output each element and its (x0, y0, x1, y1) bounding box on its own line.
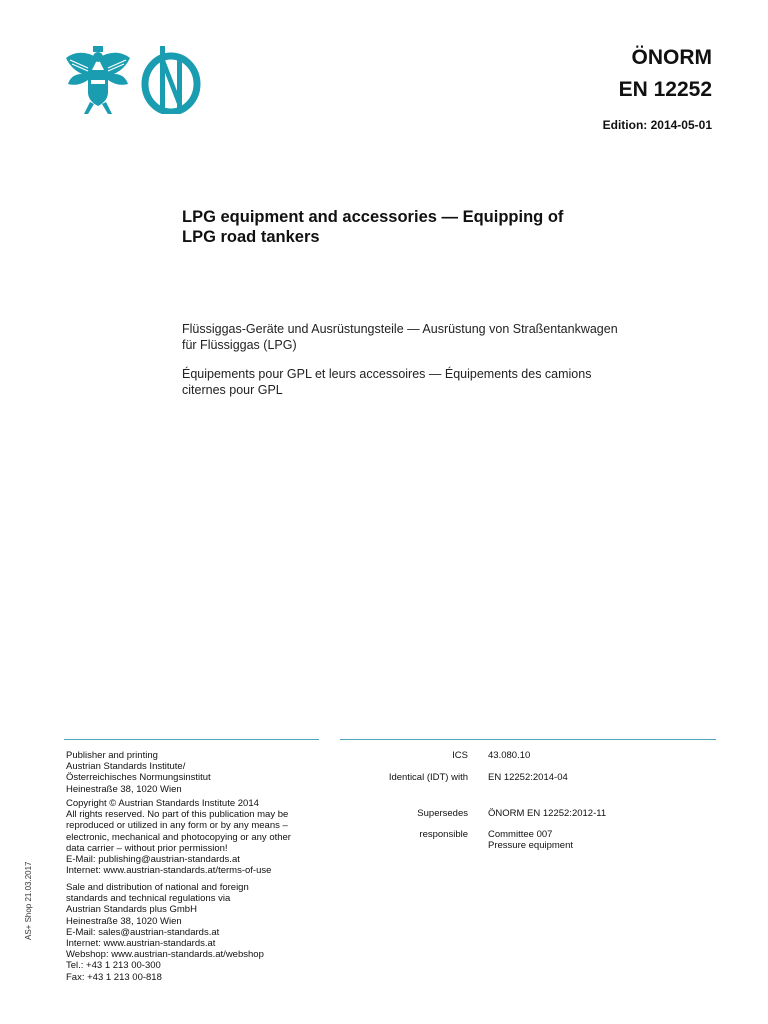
identical-label: Identical (IDT) with (388, 772, 468, 783)
distribution-tel: Tel.: +43 1 213 00-300 (66, 960, 161, 972)
copyright-line: All rights reserved. No part of this publication may be (66, 809, 289, 821)
distribution-line: Heinestraße 38, 1020 Wien (66, 915, 182, 927)
copyright-block (66, 798, 328, 876)
publisher-line: Österreichisches Normungsinstitut (66, 772, 211, 784)
supersedes-value: ÖNORM EN 12252:2012-11 (488, 808, 607, 819)
title-line: LPG equipment and accessories — Equipping of (182, 208, 564, 226)
shop-stamp: AS+ Shop 21.03.2017 (24, 861, 33, 940)
divider-left (64, 739, 319, 740)
on-monogram-icon (140, 44, 202, 114)
ics-value: 43.080.10 (488, 750, 531, 761)
german-title (182, 321, 662, 353)
copyright-internet: Internet: www.austrian-standards.at/terms-of-use (66, 865, 272, 877)
subtitle-line: Équipements pour GPL et leurs accessoires — Équipements des camions (182, 367, 592, 381)
committee-name: Pressure equipment (488, 840, 574, 852)
distribution-email: E-Mail: sales@austrian-standards.at (66, 926, 220, 938)
ics-label: ICS (452, 750, 468, 761)
distribution-line: standards and technical regulations via (66, 893, 231, 905)
standard-name: ÖNORM (631, 46, 712, 69)
distribution-webshop: Webshop: www.austrian-standards.at/webshop (66, 949, 264, 961)
austrian-eagle-icon (64, 44, 132, 116)
supersedes-label: Supersedes (417, 808, 468, 819)
copyright-line: data carrier – without prior permission! (66, 842, 228, 854)
committee-number: Committee 007 (488, 829, 553, 840)
subtitle-line: citernes pour GPL (182, 383, 283, 397)
publisher-block (66, 750, 328, 795)
publisher-line: Austrian Standards Institute/ (66, 761, 186, 773)
distribution-internet: Internet: www.austrian-standards.at (66, 938, 216, 950)
copyright-line: electronic, mechanical and photocopying or any other (66, 831, 291, 843)
distribution-block (66, 882, 328, 983)
distribution-line: Austrian Standards plus GmbH (66, 904, 197, 916)
french-title (182, 366, 662, 398)
copyright-email: E-Mail: publishing@austrian-standards.at (66, 854, 240, 866)
responsible-label: responsible (419, 829, 468, 840)
distribution-fax: Fax: +43 1 213 00-818 (66, 971, 162, 983)
copyright-line: Copyright © Austrian Standards Institute 2014 (66, 798, 259, 809)
identical-value: EN 12252:2014-04 (488, 772, 568, 783)
subtitle-line: Flüssiggas-Geräte und Ausrüstungsteile — Ausrüstung von Straßentankwagen (182, 322, 618, 336)
publisher-line: Heinestraße 38, 1020 Wien (66, 783, 182, 795)
distribution-line: Sale and distribution of national and foreign (66, 882, 249, 893)
divider-right (340, 739, 716, 740)
title-line: LPG road tankers (182, 228, 320, 246)
subtitle-line: für Flüssiggas (LPG) (182, 338, 297, 352)
copyright-line: reproduced or utilized in any form or by any means – (66, 820, 288, 832)
publisher-line: Publisher and printing (66, 750, 158, 761)
responsible-value (488, 829, 708, 851)
edition-date: Edition: 2014-05-01 (602, 118, 712, 132)
standard-number: EN 12252 (618, 78, 712, 101)
document-title (182, 207, 652, 247)
